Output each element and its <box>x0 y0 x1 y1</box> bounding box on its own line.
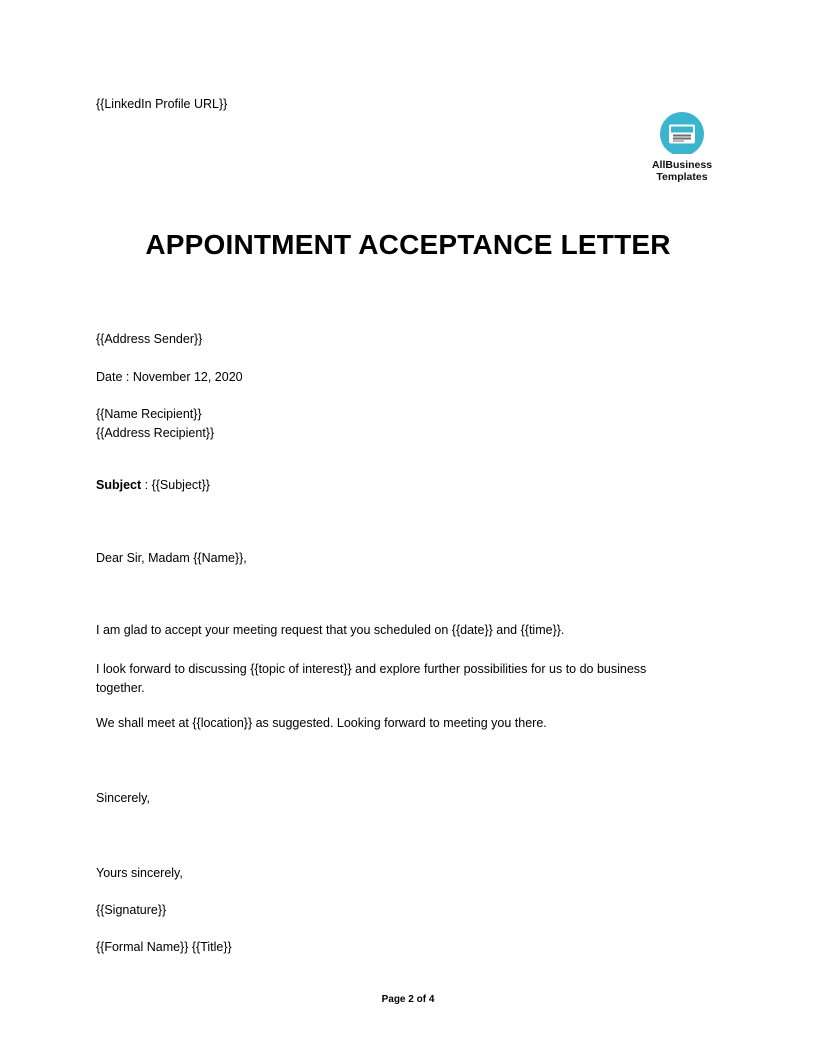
page-footer: Page 2 of 4 <box>381 994 435 1005</box>
address-sender: {{Address Sender}} <box>96 332 203 346</box>
paragraph-2: I look forward to discussing {{topic of interest}} and explore further possibilities for us to do business together. <box>96 662 647 695</box>
subject-value: : {{Subject}} <box>141 478 210 492</box>
monitor-icon <box>669 125 695 144</box>
linkedin-profile-placeholder: {{LinkedIn Profile URL}} <box>96 97 228 111</box>
signature-placeholder: {{Signature}} <box>96 903 167 917</box>
closing-yours-sincerely: Yours sincerely, <box>96 866 183 880</box>
paragraph-1: I am glad to accept your meeting request that you scheduled on {{date}} and {{time}}. <box>96 623 565 637</box>
recipient-block <box>96 405 696 442</box>
recipient-name: {{Name Recipient}} <box>96 407 202 421</box>
monitor-icon-lines <box>671 133 693 143</box>
monitor-icon-base <box>667 154 697 157</box>
logo-circle-icon <box>660 112 704 156</box>
formal-name-title: {{Formal Name}} {{Title}} <box>96 940 232 954</box>
logo-text <box>644 159 720 183</box>
logo-text-line1: AllBusiness <box>651 159 713 171</box>
recipient-address: {{Address Recipient}} <box>96 425 215 440</box>
document-content <box>96 0 720 1056</box>
paragraph-3: We shall meet at {{location}} as suggested. Looking forward to meeting you there. <box>96 716 547 730</box>
allbusiness-templates-logo <box>644 112 720 183</box>
closing-sincerely: Sincerely, <box>96 791 150 805</box>
subject-line <box>96 476 696 495</box>
logo-text-line2: Templates <box>656 171 708 183</box>
subject-label: Subject <box>96 478 142 492</box>
date-line: Date : November 12, 2020 <box>96 370 243 384</box>
page-title: APPOINTMENT ACCEPTANCE LETTER <box>145 229 671 260</box>
salutation: Dear Sir, Madam {{Name}}, <box>96 551 247 565</box>
